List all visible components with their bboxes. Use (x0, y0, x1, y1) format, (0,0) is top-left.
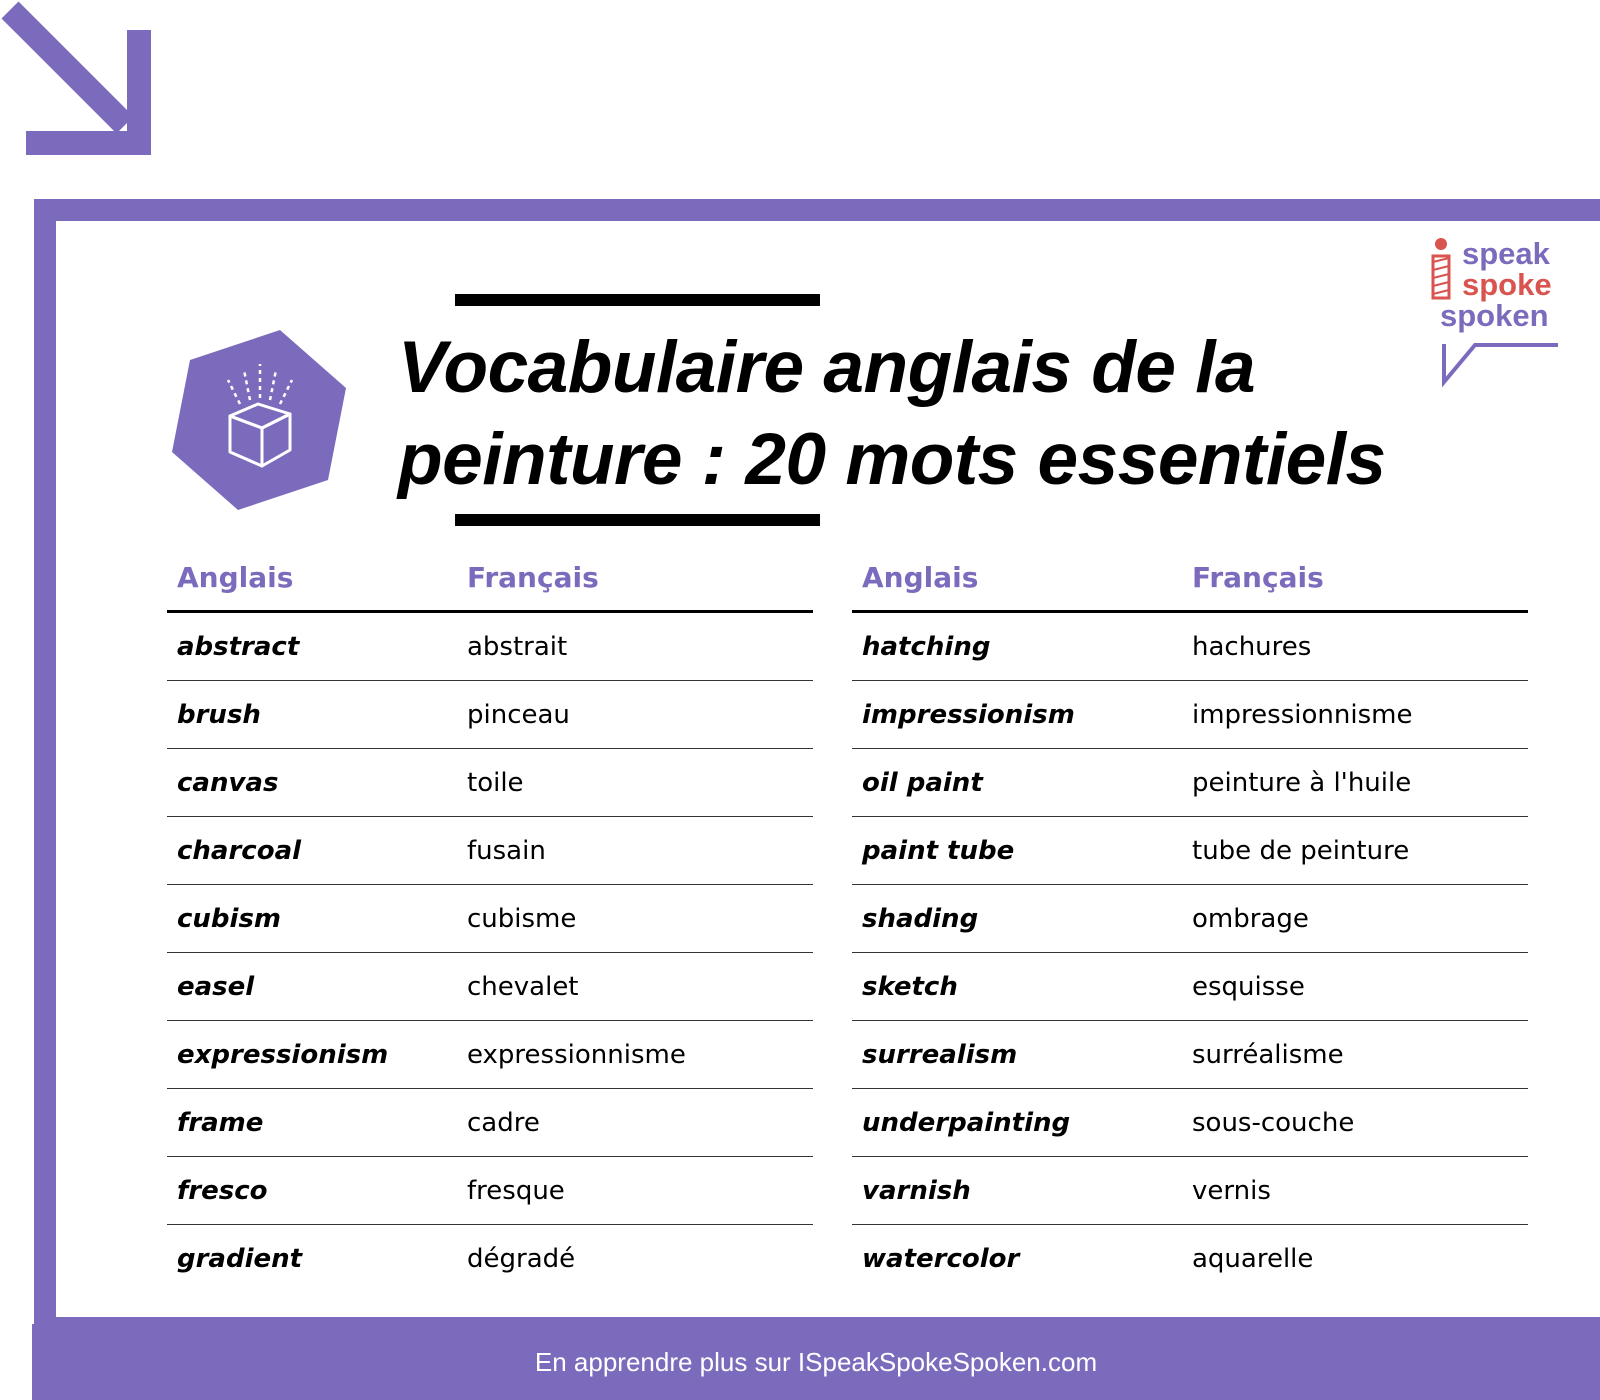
logo-word-spoken: spoken (1440, 298, 1549, 333)
french-word: hachures (1182, 612, 1528, 681)
french-word: chevalet (457, 953, 813, 1021)
english-word: charcoal (167, 817, 457, 885)
arrow-down-right-icon (0, 0, 160, 160)
french-word: tube de peinture (1182, 817, 1528, 885)
vocab-table-right (852, 545, 1528, 1292)
header-french: Français (1182, 545, 1528, 612)
english-word: abstract (167, 612, 457, 681)
french-word: peinture à l'huile (1182, 749, 1528, 817)
table-row (852, 1225, 1528, 1293)
french-word: fusain (457, 817, 813, 885)
french-word: dégradé (467, 1243, 576, 1274)
french-word: sous-couche (1182, 1089, 1528, 1157)
header-english: Anglais (852, 545, 1182, 612)
table-row (167, 1089, 813, 1157)
french-word: vernis (1182, 1157, 1528, 1225)
table-row (852, 1021, 1528, 1089)
table-row (852, 953, 1528, 1021)
table-row (167, 953, 813, 1021)
table-row (167, 681, 813, 749)
french-word: toile (457, 749, 813, 817)
english-word: underpainting (852, 1089, 1182, 1157)
table-row (167, 817, 813, 885)
english-word: brush (167, 681, 457, 749)
logo-i-icon (1430, 238, 1452, 300)
english-word: sketch (852, 953, 1182, 1021)
logo (1430, 238, 1560, 393)
french-word: fresque (457, 1157, 813, 1225)
french-word: aquarelle (1192, 1243, 1314, 1274)
table-row (167, 1021, 813, 1089)
french-word: expressionnisme (457, 1021, 813, 1089)
vocab-table-left (167, 545, 813, 1292)
english-word: impressionism (852, 681, 1182, 749)
table-row (852, 885, 1528, 953)
english-word: expressionism (167, 1021, 457, 1089)
speech-bubble-icon (1440, 342, 1560, 388)
footer-link-text[interactable]: En apprendre plus sur ISpeakSpokeSpoken.com (534, 1346, 1098, 1377)
table-row (167, 1225, 813, 1293)
logo-word-spoke: spoke (1462, 267, 1552, 302)
footer-bar (32, 1324, 1600, 1400)
english-word: fresco (167, 1157, 457, 1225)
french-word: cubisme (457, 885, 813, 953)
table-row (852, 612, 1528, 681)
french-word: ombrage (1182, 885, 1528, 953)
table-row (167, 885, 813, 953)
title-top-rule (455, 294, 820, 306)
english-word: varnish (852, 1157, 1182, 1225)
table-row (852, 817, 1528, 885)
english-word: paint tube (852, 817, 1182, 885)
page-title: Vocabulaire anglais de la peinture : 20 mots essentiels (398, 327, 1386, 500)
table-row (852, 1089, 1528, 1157)
box-sparkle-icon (170, 328, 350, 512)
french-word: impressionnisme (1182, 681, 1528, 749)
title-bottom-rule (455, 514, 820, 526)
french-word: surréalisme (1182, 1021, 1528, 1089)
header-english: Anglais (167, 545, 457, 612)
french-word: cadre (457, 1089, 813, 1157)
table-row (167, 1157, 813, 1225)
english-word: frame (167, 1089, 457, 1157)
french-word: abstrait (457, 612, 813, 681)
table-row (852, 1157, 1528, 1225)
logo-word-speak: speak (1462, 236, 1550, 271)
english-word: cubism (167, 885, 457, 953)
header-french: Français (457, 545, 813, 612)
english-word: surrealism (852, 1021, 1182, 1089)
english-word: canvas (167, 749, 457, 817)
table-row (167, 749, 813, 817)
english-word: watercolor (862, 1243, 1020, 1274)
english-word: hatching (852, 612, 1182, 681)
french-word: esquisse (1182, 953, 1528, 1021)
table-row (852, 749, 1528, 817)
table-row (167, 612, 813, 681)
english-word: gradient (177, 1243, 303, 1274)
english-word: shading (852, 885, 1182, 953)
french-word: pinceau (457, 681, 813, 749)
english-word: easel (167, 953, 457, 1021)
english-word: oil paint (852, 749, 1182, 817)
table-row (852, 681, 1528, 749)
